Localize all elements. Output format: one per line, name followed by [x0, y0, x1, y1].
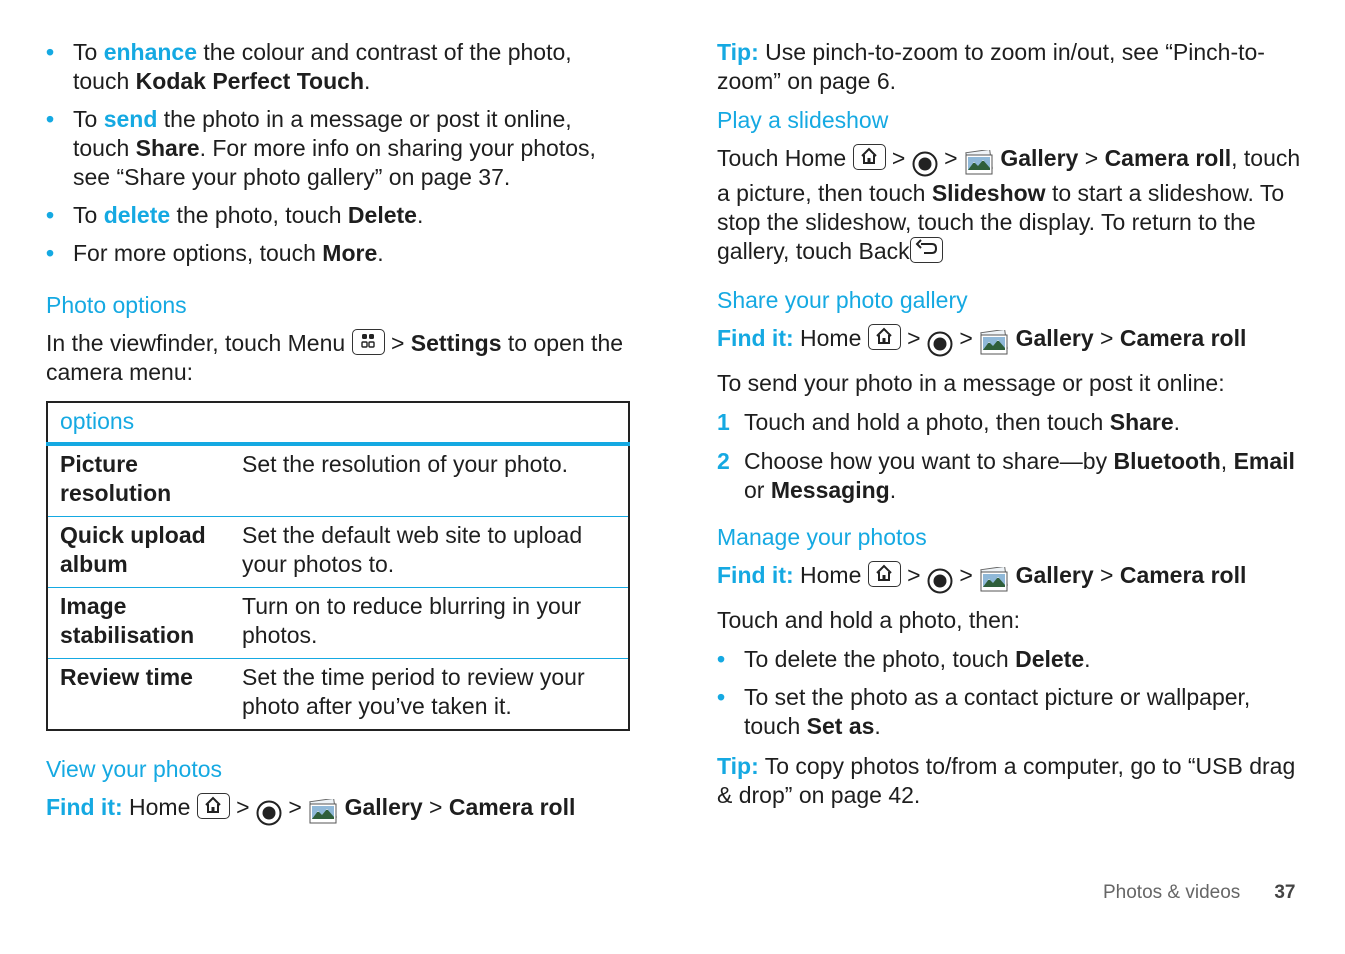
- option-name: More: [322, 240, 378, 266]
- page-footer: [1103, 878, 1295, 907]
- bullet-delete-photo: • To delete the photo, touch Delete.: [717, 646, 1091, 672]
- find-it-manage: Find it: Home > > Gallery > Camera roll: [717, 561, 1307, 596]
- slideshow-instructions: Touch Home > > Gallery > Camera roll, touch a picture, then touch Slideshow to start a slideshow. To stop the slideshow, touch the display. To return to the gallery, touch Back: [717, 145, 1301, 264]
- gallery-app-icon: [979, 329, 1009, 358]
- apps-circle-icon: [927, 567, 953, 596]
- share-intro: To send your photo in a message or post it online:: [717, 370, 1225, 396]
- bullet-send: • To send the photo in a message or post it online, touch Share. For more info on sharing your photos, see “Share your photo gallery” on page 37.: [46, 106, 596, 190]
- bullet-more: • For more options, touch More.: [46, 240, 384, 266]
- step-number: 2: [717, 448, 730, 474]
- apps-circle-icon: [912, 150, 938, 179]
- page-number: 37: [1274, 882, 1296, 903]
- apps-circle-icon: [927, 330, 953, 359]
- left-column: [46, 38, 631, 838]
- bullet-enhance: • To enhance the colour and contrast of the photo, touch Kodak Perfect Touch.: [46, 39, 572, 94]
- apps-circle-icon: [256, 799, 282, 828]
- footer-section: Photos & videos: [1103, 882, 1241, 903]
- menu-key-icon: [352, 329, 385, 355]
- bullet-dot: •: [717, 646, 726, 672]
- tip-usb-copy: Tip: To copy photos to/from a computer, go to “USB drag & drop” on page 42.: [717, 753, 1296, 808]
- option-name: Delete: [347, 202, 417, 228]
- home-key-icon: [868, 561, 901, 587]
- find-it-share: Find it: Home > > Gallery > Camera roll: [717, 324, 1307, 359]
- option-desc: Set the resolution of your photo.: [242, 451, 569, 477]
- step-1: 1 Touch and hold a photo, then touch Share.: [717, 409, 1181, 435]
- table-header: options: [47, 402, 629, 444]
- option-key: Image stabilisation: [47, 588, 230, 659]
- bullet-dot: •: [717, 684, 726, 710]
- back-key-icon: [910, 237, 943, 263]
- gallery-app-icon: [979, 566, 1009, 595]
- home-key-icon: [868, 324, 901, 350]
- step-2: 2 Choose how you want to share—by Bluetooth, Email or Messaging.: [717, 448, 1295, 503]
- section-heading-share-gallery: Share your photo gallery: [717, 287, 968, 313]
- right-column: [717, 38, 1307, 820]
- bullet-dot: •: [46, 39, 55, 65]
- manage-intro: Touch and hold a photo, then:: [717, 607, 1021, 633]
- option-desc: Set the time period to review your photo after you’ve taken it.: [230, 659, 629, 731]
- gallery-app-icon: [964, 149, 994, 178]
- bullet-delete: • To delete the photo, touch Delete.: [46, 202, 424, 228]
- settings-label: Settings: [410, 330, 502, 356]
- bullet-dot: •: [46, 240, 55, 266]
- bullet-set-as: • To set the photo as a contact picture or wallpaper, touch Set as.: [717, 684, 1251, 739]
- option-key: Picture resolution: [60, 451, 172, 506]
- table-row: [47, 517, 629, 588]
- tip-pinch-zoom: Tip: Use pinch-to-zoom to zoom in/out, see “Pinch-to-zoom” on page 6.: [717, 39, 1265, 94]
- table-row: [47, 588, 629, 659]
- bullet-dot: •: [46, 202, 55, 228]
- photo-options-intro: In the viewfinder, touch Menu > Settings to open the camera menu:: [46, 330, 624, 385]
- option-key: Review time: [47, 659, 230, 731]
- keyword: delete: [103, 202, 171, 228]
- table-row: [47, 444, 629, 517]
- find-it-view-photos: Find it: Home > > Gallery > Camera roll: [46, 793, 631, 828]
- section-heading-slideshow: Play a slideshow: [717, 107, 889, 133]
- keyword: enhance: [103, 39, 198, 65]
- section-heading-view-photos: View your photos: [46, 756, 223, 782]
- step-number: 1: [717, 409, 730, 435]
- option-name: Share: [135, 135, 200, 161]
- option-name: Kodak Perfect Touch: [135, 68, 364, 94]
- option-key: Quick upload album: [47, 517, 230, 588]
- table-row: [47, 659, 629, 731]
- section-heading-manage-photos: Manage your photos: [717, 524, 927, 550]
- keyword: send: [103, 106, 158, 132]
- home-key-icon: [853, 144, 886, 170]
- home-key-icon: [197, 793, 230, 819]
- section-heading-photo-options: Photo options: [46, 292, 187, 318]
- option-desc: Turn on to reduce blurring in your photos.: [230, 588, 629, 659]
- camera-options-table: [46, 401, 630, 731]
- gallery-app-icon: [308, 798, 338, 827]
- option-desc: Set the default web site to upload your photos to.: [230, 517, 629, 588]
- bullet-dot: •: [46, 106, 55, 132]
